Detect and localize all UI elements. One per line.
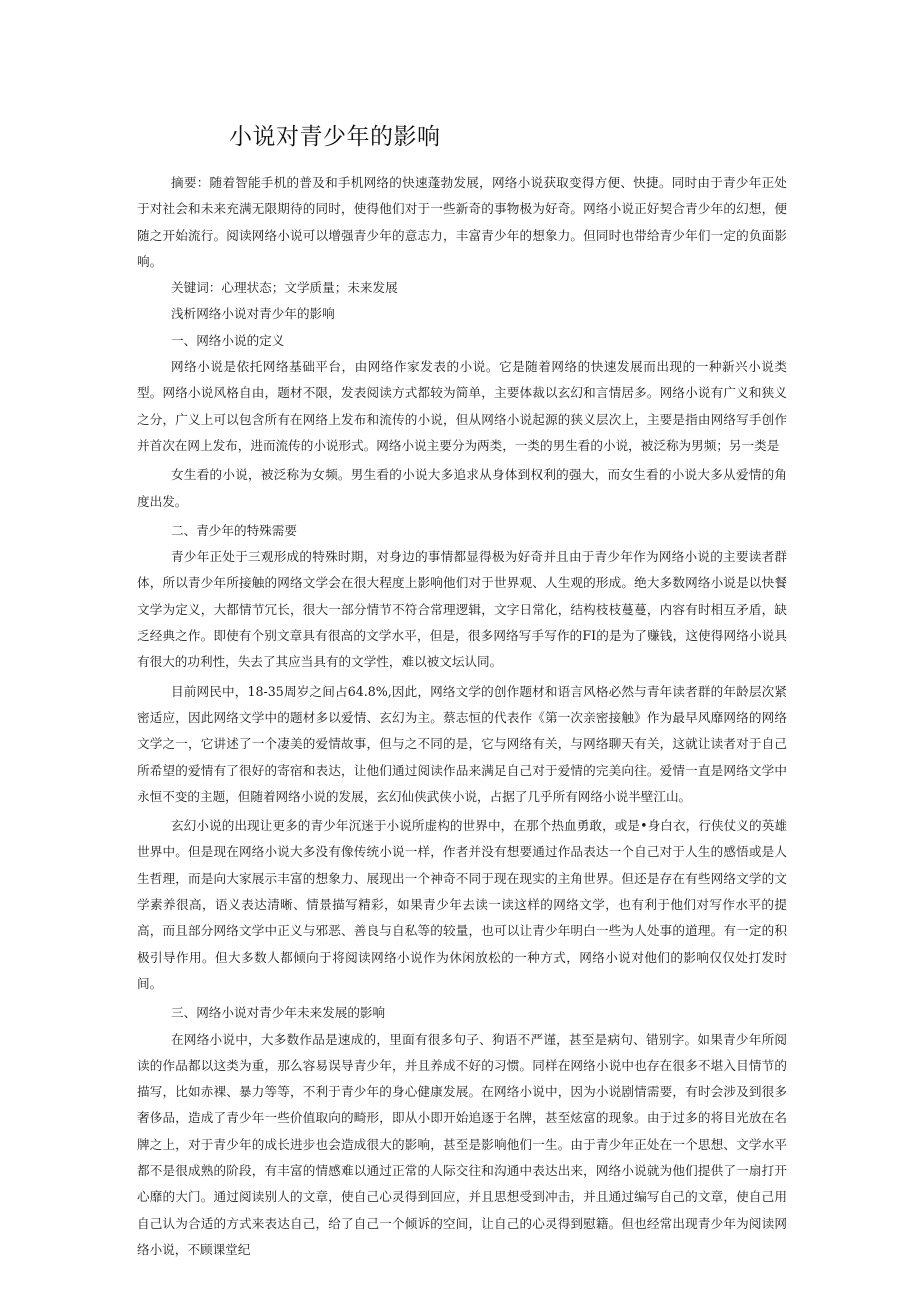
section-1-paragraph-1: 网络小说是依托网络基础平台，由网络作家发表的小说。它是随着网络的快速发展而出现的一种新兴小说类型。网络小说风格自由，题材不限，发表阅读方式都较为简单，主要体裁以玄幻和言情居多。网络小说有广义和狭义之分，广义上可以包含所有在网络上发布和流传的小说，但从网络小说起源的狭义层次上，主要是指由网络写手创作并首次在网上发布，进而流传的小说形式。网络小说主要分为两类，一类的男生看的小说，被泛称为男频；另一类是 — [137, 359, 787, 453]
document-body — [137, 170, 787, 1263]
subtitle-line: 浅析网络小说对青少年的影响 — [171, 306, 335, 322]
section-2-paragraph-3: 玄幻小说的出现让更多的青少年沉迷于小说所虚构的世界中，在那个热血勇敢，或是•身白衣，行侠仗义的英雄世界中。但是现在网络小说大多没有像传统小说一样，作者并没有想要通过作品表达一个自己对于人生的感悟或是人生哲理，而是向大家展示丰富的想象力、展现出一个神奇不同于现在现实的主角世界。但还是存在有些网络文学的文学素养很高，语义表达清晰、情景描写精彩，如果青少年去读一读这样的网络文学，也有利于他们对写作水平的提高，而且部分网络文学中正义与邪恶、善良与自私等的较量，也可以让青少年明白一些为人处事的道理。有一定的积极引导作用。但大多数人都倾向于将阅读网络小说作为休闲放松的一种方式，网络小说对他们的影响仅仅处打发时间。 — [137, 818, 787, 991]
section-3-paragraph-1: 在网络小说中，大多数作品是速成的，里面有很多句子、狗语不严谨，甚至是病句、错别字。如果青少年所阅读的作品都以这类为重，那么容易误导青少年，并且养成不好的习惯。同样在网络小说中也存在很多不堪入目情节的描写，比如赤裸、暴力等等，不利于青少年的身心健康发展。在网络小说中，因为小说剧情需要，有时会涉及到很多奢侈品，造成了青少年一些价值取向的畸形，即从小即开始追逐于名牌，甚至炫富的现象。由于过多的将目光放在名牌之上，对于青少年的成长进步也会造成很大的影响，甚至是影响他们一生。由于青少年正处在一个思想、文学水平都不是很成熟的阶段，有丰富的情感难以通过正常的人际交往和沟通中表达出来，网络小说就为他们提供了一扇打开心靡的大门。通过阅读别人的文章，使自己心灵得到回应，并且思想受到冲击，并且通过编写自己的文章，使自己用自己认为合适的方式来表达自己，给了自己一个倾诉的空间，让自己的心灵得到慰籍。但也经常出现青少年为阅读网络小说，不顾课堂纪 — [137, 1031, 787, 1257]
section-2-paragraph-2: 目前网民中，18-35周岁之间占64.8%,因此，网络文学的创作题材和语言风格必然与青年读者群的年龄层次紧密适应，因此网络文学中的题材多以爱情、玄幻为主。蔡志恒的代表作《第一次亲密接触》作为最早风靡网络的网络文学之一，它讲述了一个凄美的爱情故事，但与之不同的是，它与网络有关，与网络聊天有关，这就让读者对于自己所希望的爱情有了很好的寄宿和表达，让他们通过阅读作品来满足自己对于爱情的完美向往。爱情一直是网络文学中永恒不变的主题，但随着网络小说的发展，玄幻仙侠武侠小说，占据了几乎所有网络小说半壁江山。 — [137, 683, 787, 804]
document-title: 小说对青少年的影响 — [229, 124, 441, 150]
section-1-paragraph-2: 女生看的小说，被泛称为女频。男生看的小说大多追求从身体到权利的强大，而女生看的小说大多从爱情的角度出发。 — [137, 467, 787, 509]
keywords-line: 关键词：心理状态；文学质量；未来发展 — [171, 280, 398, 296]
section-1-heading: 一、网络小说的定义 — [171, 332, 285, 348]
section-2-heading: 二、青少年的特殊需要 — [171, 522, 297, 538]
section-2-paragraph-1: 青少年正处于三观形成的特殊时期，对身边的事情都显得极为好奇并且由于青少年作为网络小说的主要读者群体，所以青少年所接触的网络文学会在很大程度上影响他们对于世界观、人生观的形成。绝大多数网络小说是以快餐文学为定义，大都情节冗长，很大一部分情节不符合常理逻辑，文字日常化，结构枝枝蔓蔓，内容有时相互矛盾，缺乏经典之作。即使有个别文章具有很高的文学水平，但是，很多网络写手写作的FI的是为了赚钱，这使得网络小说具有很大的功利性，失去了其应当具有的文学性，难以被文坛认同。 — [137, 549, 787, 670]
abstract-paragraph: 摘要：随着智能手机的普及和手机网络的快速蓬勃发展，网络小说获取变得方便、快捷。同时由于青少年正处于对社会和未来充满无限期待的同时，使得他们对于一些新奇的事物极为好奇。网络小说正好契合青少年的幻想，便随之开始流行。阅读网络小说可以增强青少年的意志力，丰富青少年的想象力。但同时也带给青少年们一定的负面影响。 — [137, 175, 787, 269]
section-3-heading: 三、网络小说对青少年未来发展的影响 — [171, 1005, 386, 1021]
